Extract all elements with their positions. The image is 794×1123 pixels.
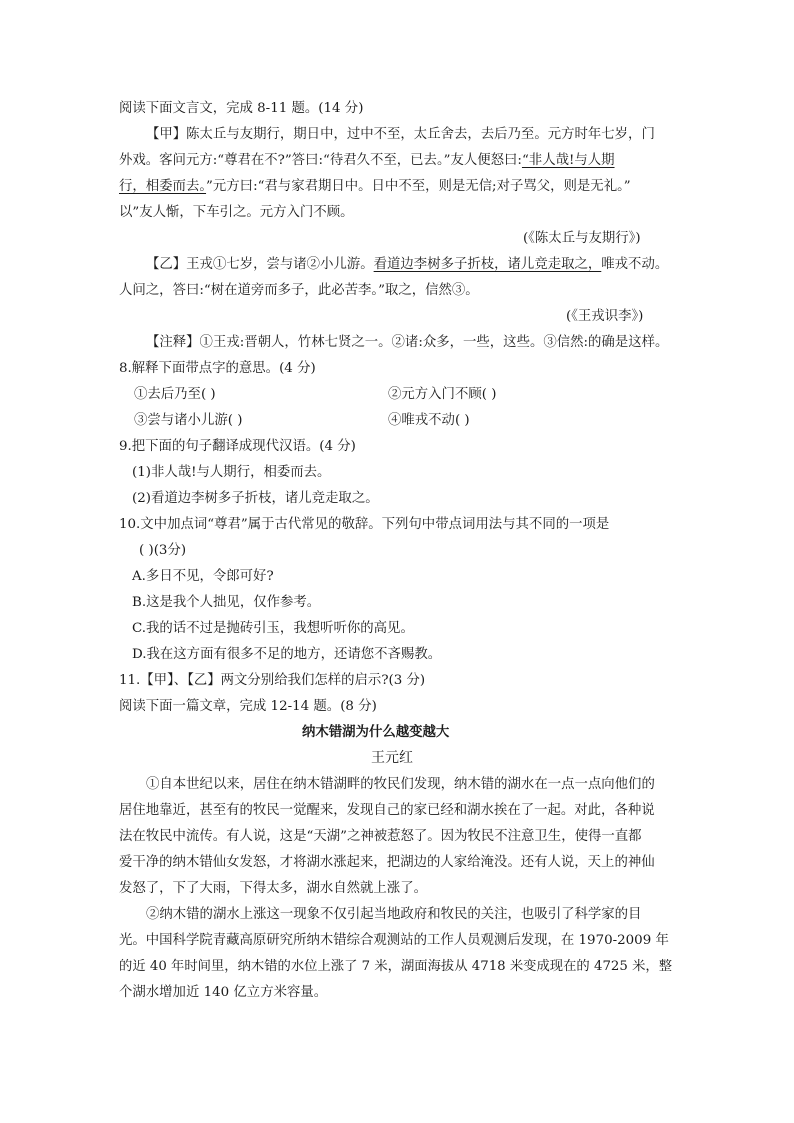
underlined-sentence-2: 看道边李树多子折枝，诸儿竞走取之， <box>373 257 602 272</box>
q8-item-4: ④唯戎不动( ) <box>388 413 470 428</box>
yi-line-1: 【乙】王戎①七岁，尝与诸②小儿游。看道边李树多子折枝，诸儿竞走取之，唯戎不动。 <box>146 257 669 272</box>
yi-line-2: 人问之，答曰:“树在道旁而多子，此必苦李。”取之，信然③。 <box>119 283 479 298</box>
jia-line-2: 外戏。客问元方:“尊君在不?”答曰:“待君久不至，已去。”友人便怒曰:“非人哉!与人期 <box>119 153 615 168</box>
underlined-sentence-1-cont: 行，相委而去。 <box>119 179 207 194</box>
p1-line-3: 法在牧民中流传。有人说，这是“天湖”之神被惹怒了。因为牧民不注意卫生，使得一直都 <box>119 829 642 844</box>
annotation: 【注释】①王戎:晋朝人，竹林七贤之一。②诸:众多，一些，这些。③信然:的确是这样。 <box>146 335 669 350</box>
q10-option-b: B.这是我个人拙见，仅作参考。 <box>132 595 321 610</box>
p1-line-5: 发怒了，下了大雨，下得太多，湖水自然就上涨了。 <box>119 881 427 896</box>
q9-item-2: (2)看道边李树多子折枝，诸儿竞走取之。 <box>132 491 379 506</box>
q8-item-3: ③尝与诸小儿游( ) <box>134 413 243 428</box>
q10-answer-blank: ( )(3分) <box>139 543 187 558</box>
article-author: 王元红 <box>371 750 413 766</box>
q9-item-1: (1)非人哉!与人期行，相委而去。 <box>132 465 331 480</box>
q9-stem: 9.把下面的句子翻译成现代汉语。(4 分) <box>119 439 356 454</box>
section2-intro: 阅读下面一篇文章，完成 12-14 题。(8 分) <box>119 699 377 714</box>
p2-line-4: 个湖水增加近 140 亿立方米容量。 <box>119 985 328 1000</box>
p1-line-2: 居住地靠近，甚至有的牧民一觉醒来，发现自己的家已经和湖水挨在了一起。对此，各种说 <box>119 803 655 818</box>
p2-line-3: 的近 40 年时间里，纳木错的水位上涨了 7 米，湖面海拔从 4718 米变成现在的 4725 米，整 <box>119 959 673 974</box>
p1-line-4: 爱干净的纳木错仙女发怒，才将湖水涨起来，把湖边的人家给淹没。还有人说，天上的神仙 <box>119 855 655 870</box>
jia-line-1: 【甲】陈太丘与友期行，期日中，过中不至，太丘舍去，去后乃至。元方时年七岁，门 <box>146 127 655 142</box>
p2-line-1: ②纳木错的湖水上涨这一现象不仅引起当地政府和牧民的关注，也吸引了科学家的目 <box>146 907 642 922</box>
q10-option-d: D.我在这方面有很多不足的地方，还请您不吝赐教。 <box>132 647 442 662</box>
q11-stem: 11.【甲】、【乙】两文分别给我们怎样的启示?(3 分) <box>119 673 426 688</box>
yi-source: (《王戎识李》) <box>566 309 644 324</box>
q10-option-c: C.我的话不过是抛砖引玉，我想听听你的高见。 <box>132 621 414 636</box>
section1-intro: 阅读下面文言文，完成 8-11 题。(14 分) <box>119 101 364 116</box>
article-title: 纳木错湖为什么越变越大 <box>302 724 450 740</box>
p2-line-2: 光。中国科学院青藏高原研究所纳木错综合观测站的工作人员观测后发现，在 1970-2009 年 <box>119 933 669 948</box>
underlined-sentence-1: “非人哉!与人期 <box>521 153 615 168</box>
jia-line-4: 以”友人惭，下车引之。元方入门不顾。 <box>119 205 354 220</box>
q10-option-a: A.多日不见，令郎可好? <box>132 569 274 584</box>
q8-stem: 8.解释下面带点字的意思。(4 分) <box>119 361 316 376</box>
q8-item-2: ②元方入门不顾( ) <box>388 387 497 402</box>
jia-source: (《陈太丘与友期行》) <box>523 231 641 246</box>
p1-line-1: ①自本世纪以来，居住在纳木错湖畔的牧民们发现，纳木错的湖水在一点一点向他们的 <box>146 777 655 792</box>
q8-item-1: ①去后乃至( ) <box>134 387 216 402</box>
jia-line-3: 行，相委而去。”元方曰:“君与家君期日中。日中不至，则是无信;对子骂父，则是无礼。” <box>119 179 631 194</box>
q10-stem: 10.文中加点词“尊君”属于古代常见的敬辞。下列句中带点词用法与其不同的一项是 <box>119 517 610 532</box>
